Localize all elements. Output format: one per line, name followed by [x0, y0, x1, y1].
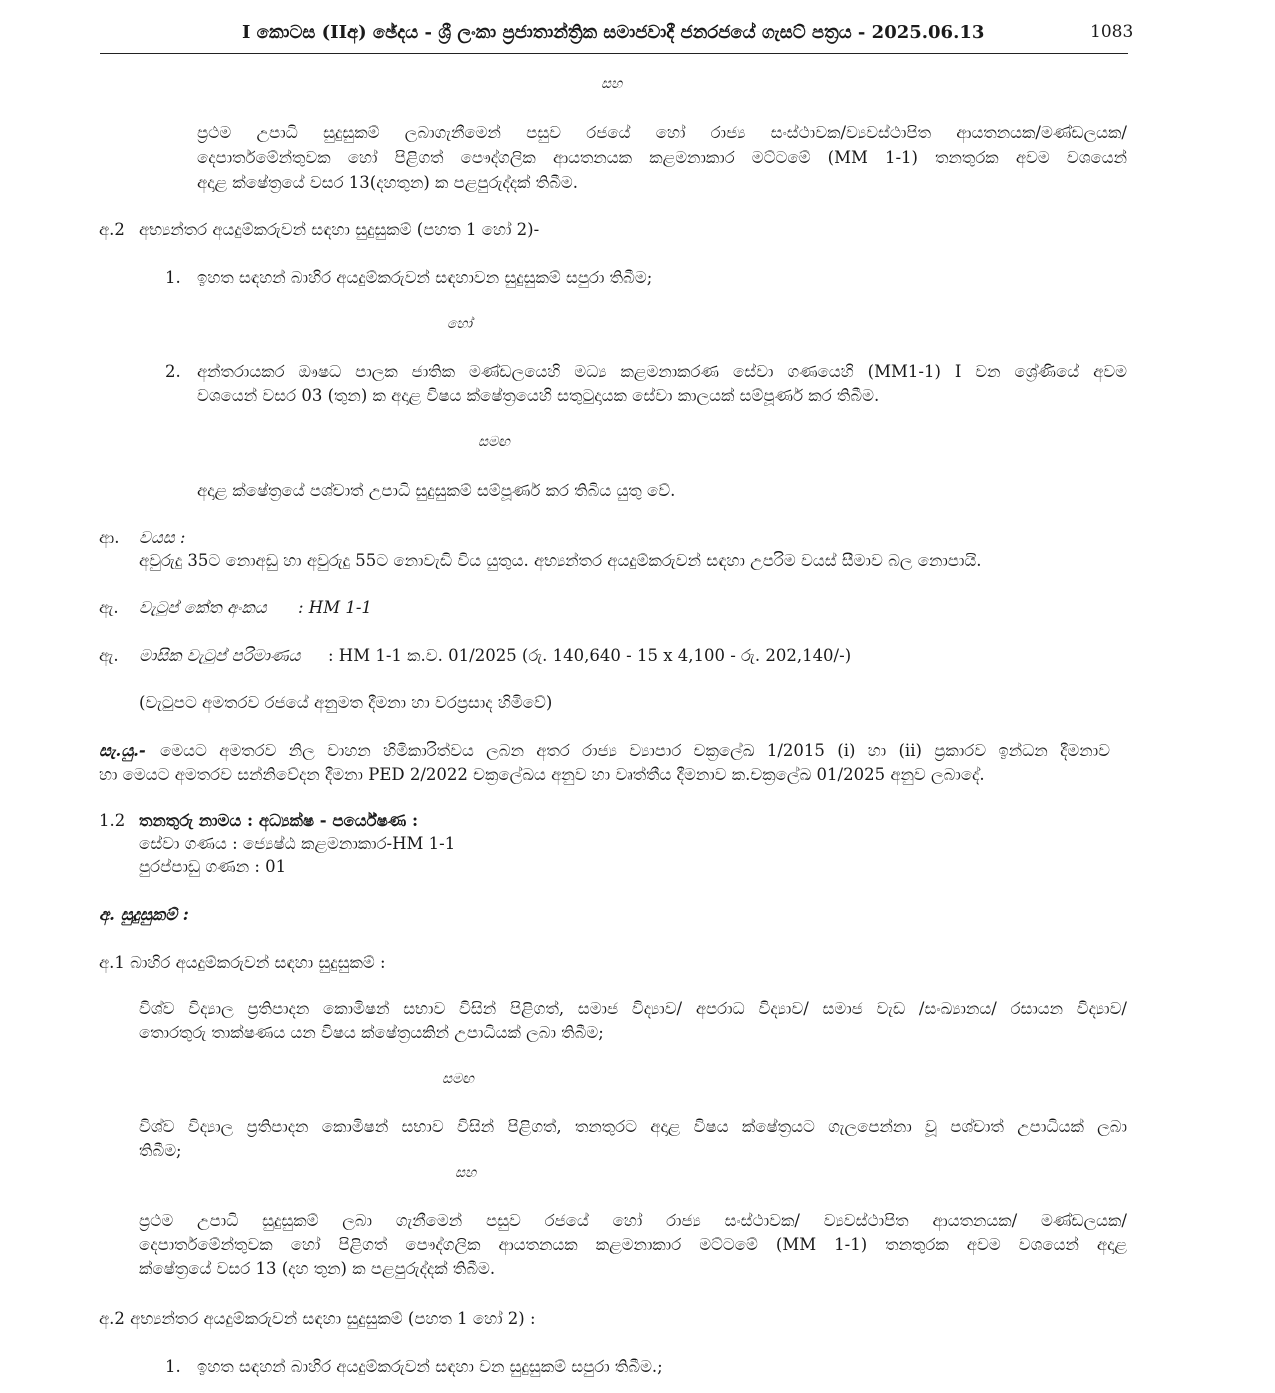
- note-label: සැ.යු.-: [99, 741, 146, 760]
- external-qualifications-heading: අ.1 බාහිර අයදුම්කරුවන් සඳහා සුදුසුකම් :: [99, 953, 386, 972]
- connector-ho: හෝ: [447, 316, 473, 332]
- list-item-text-line-2: වශයෙන් වසර 03 (තුන) ක අදාළ විෂය ක්ෂේත්‍රයෙහි සතුටුදායක සේවා කාලයක් සම්පූර්ණ කර තිබීම.: [197, 386, 880, 405]
- experience-line-2: දෙපාර්තමේන්තුවක හෝ පිළිගත් පෞද්ගලික ආයතනයක කළමනාකාර මට්ටමේ (MM 1-1) තනතුරක අවම වශයෙන්: [197, 148, 1127, 167]
- connector-saha: සහ: [455, 1165, 477, 1181]
- list-item-text: ඉහත සඳහන් බාහිර අයදුම්කරුවන් සඳහාවන සුදුසුකම් සපුරා තිබීම;: [197, 268, 653, 287]
- section-label-ae: ඇ.: [99, 646, 119, 665]
- degree-line-2: තොරතුරු තාක්ෂණය යන විෂය ක්ෂේත්‍රයකින් උපාධියක් ලබා තිබීම;: [139, 1023, 604, 1042]
- section-number: 1.2: [99, 811, 126, 830]
- section-label-ae: ඇ.: [99, 598, 119, 617]
- salary-scale-value: : HM 1-1 ක.ව. 01/2025 (රු. 140,640 - 15 x 4,100 - රු. 202,140/-): [328, 646, 852, 665]
- list-item-number: 1.: [165, 1357, 181, 1376]
- experience-line-1: ප්‍රථම උපාධි සුදුසුකම් ලබා ගැනීමෙන් පසුව රජයේ හෝ රාජ්‍ය සංස්ථාවක/ ව්‍යවස්ථාපිත ආයතනයක/ මණ්ඩලයක/: [139, 1211, 1127, 1230]
- section-label-a2: අ.2: [99, 220, 125, 239]
- salary-scale-label: මාසික වැටුප් පරිමාණය: [139, 646, 301, 665]
- postgrad-line-1: විශ්ව විද්‍යාල ප්‍රතිපාදන කොමිෂන් සභාව විසින් පිළිගත්, තනතුරට අදාළ විෂය ක්ෂේත්‍රයට ගැලපෙන්නා වූ පශ්චාත් උපාධියක් ලබා: [139, 1117, 1127, 1136]
- degree-line-1: විශ්ව විද්‍යාල ප්‍රතිපාදන කොමිෂන් සභාව විසින් පිළිගත්, සමාජ විද්‍යාව/ අපරාධ විද්‍යාව/ සමාජ වැඩ /සංඛ්‍යානය/ රසායන විද්‍යාව/: [139, 999, 1127, 1018]
- header-divider: [100, 53, 1128, 54]
- post-title: තනතුරු නාමය : අධ්‍යක්ෂ - පර්යේෂණ :: [139, 811, 419, 830]
- service-category: සේවා ගණය : ජ්‍යෙෂ්ඨ කළමනාකාර-HM 1-1: [139, 834, 456, 853]
- postgrad-line-2: තිබීම;: [139, 1141, 182, 1160]
- age-requirement: අවුරුදු 35ට නොඅඩු හා අවුරුදු 55ට නොවැඩි විය යුතුය. අභ්‍යන්තර අයදුම්කරුවන් සඳහා උපරිම වයස් සීමාව බල නොපායි.: [139, 551, 982, 570]
- gazette-header-title: I කොටස (IIඅ) ඡේදය - ශ්‍රී ලංකා ප්‍රජාතාන්ත්‍රික සමාජවාදී ජනරජයේ ගැසට් පත්‍රය - 2025.06.13: [242, 22, 985, 43]
- section-label-aa: ආ.: [99, 528, 120, 547]
- list-item-text-line-1: අන්තරායකර ඖෂධ පාලක ජාතික මණ්ඩලයෙහි මධ්‍ය කළමනාකරණ සේවා ගණයෙහි (MM1-1) I වන ශ්‍රේණියේ අවම: [197, 362, 1127, 381]
- page-number: 1083: [1090, 22, 1134, 42]
- qualifications-heading: අ. සුදුසුකම් :: [99, 905, 189, 924]
- note-line-2: හා මෙයට අමතරව සන්නිවේදන දීමනා PED 2/2022 චක්‍රලේඛය අනුව හා වෘත්තීය දීමනාව ක.චක්‍රලේඛ 01/2025 අනුව ලබාදේ.: [99, 765, 985, 784]
- experience-line-3: අදාළ ක්ෂේත්‍රයේ වසර 13(දහතුන) ක පළපුරුද්දක් තිබීම.: [197, 173, 578, 192]
- list-item-number: 2.: [165, 362, 181, 381]
- salary-code-label: වැටුප් කේත අංකය: [139, 598, 267, 617]
- internal-qualifications-heading: අ.2 අභ්‍යන්තර අයදුම්කරුවන් සඳහා සුදුසුකම් (පහත 1 හෝ 2) :: [99, 1309, 536, 1328]
- experience-line-2: දෙපාර්තමේන්තුවක හෝ පිළිගත් පෞද්ගලික ආයතනයක කළමනාකාර මට්ටමේ (MM 1-1) තනතුරක අවම වශයෙන් අදාළ: [139, 1235, 1127, 1254]
- vacancy-count: පුරප්පාඩු ගණන : 01: [139, 857, 287, 876]
- list-item-number: 1.: [165, 268, 181, 287]
- allowance-note: (වැටුපට අමතරව රජයේ අනුමත දීමනා හා වරප්‍රසාද හිමිවේ): [139, 693, 553, 712]
- connector-saha: සහ: [601, 76, 623, 92]
- section-title-a2: අභ්‍යන්තර අයදුම්කරුවන් සඳහා සුදුසුකම් (පහත 1 හෝ 2)-: [139, 220, 540, 239]
- salary-code-value: : HM 1-1: [298, 598, 372, 617]
- note-line-1: මෙයට අමතරව නිල වාහන හිමිකාරිත්වය ලබන අතර රාජ්‍ය ව්‍යාපාර චක්‍රලේඛ 1/2015 (i) හා (ii) ප්‍රකාරව ඉන්ධන දීමනාව: [160, 741, 1110, 760]
- connector-samaga: සමඟ: [442, 1071, 474, 1087]
- list-item-text: ඉහත සඳහන් බාහිර අයදුම්කරුවන් සඳහා වන සුදුසුකම් සපුරා තිබීම.;: [197, 1357, 663, 1376]
- experience-line-1: ප්‍රථම උපාධි සුදුසුකම් ලබාගැනීමෙන් පසුව රජයේ හෝ රාජ්‍ය සංස්ථාවක/ව්‍යවස්ථාපිත ආයතනයක/මණ්ඩලයක/: [197, 123, 1127, 142]
- postgrad-requirement: අදාළ ක්ෂේත්‍රයේ පශ්චාත් උපාධි සුදුසුකම් සම්පූර්ණ කර තිබිය යුතු වේ.: [197, 481, 676, 500]
- experience-line-3: ක්ෂේත්‍රයේ වසර 13 (දහ තුන) ක පළපුරුද්දක් තිබීම.: [139, 1259, 496, 1278]
- connector-samaga: සමඟ: [478, 434, 510, 450]
- age-heading: වයස :: [139, 528, 186, 547]
